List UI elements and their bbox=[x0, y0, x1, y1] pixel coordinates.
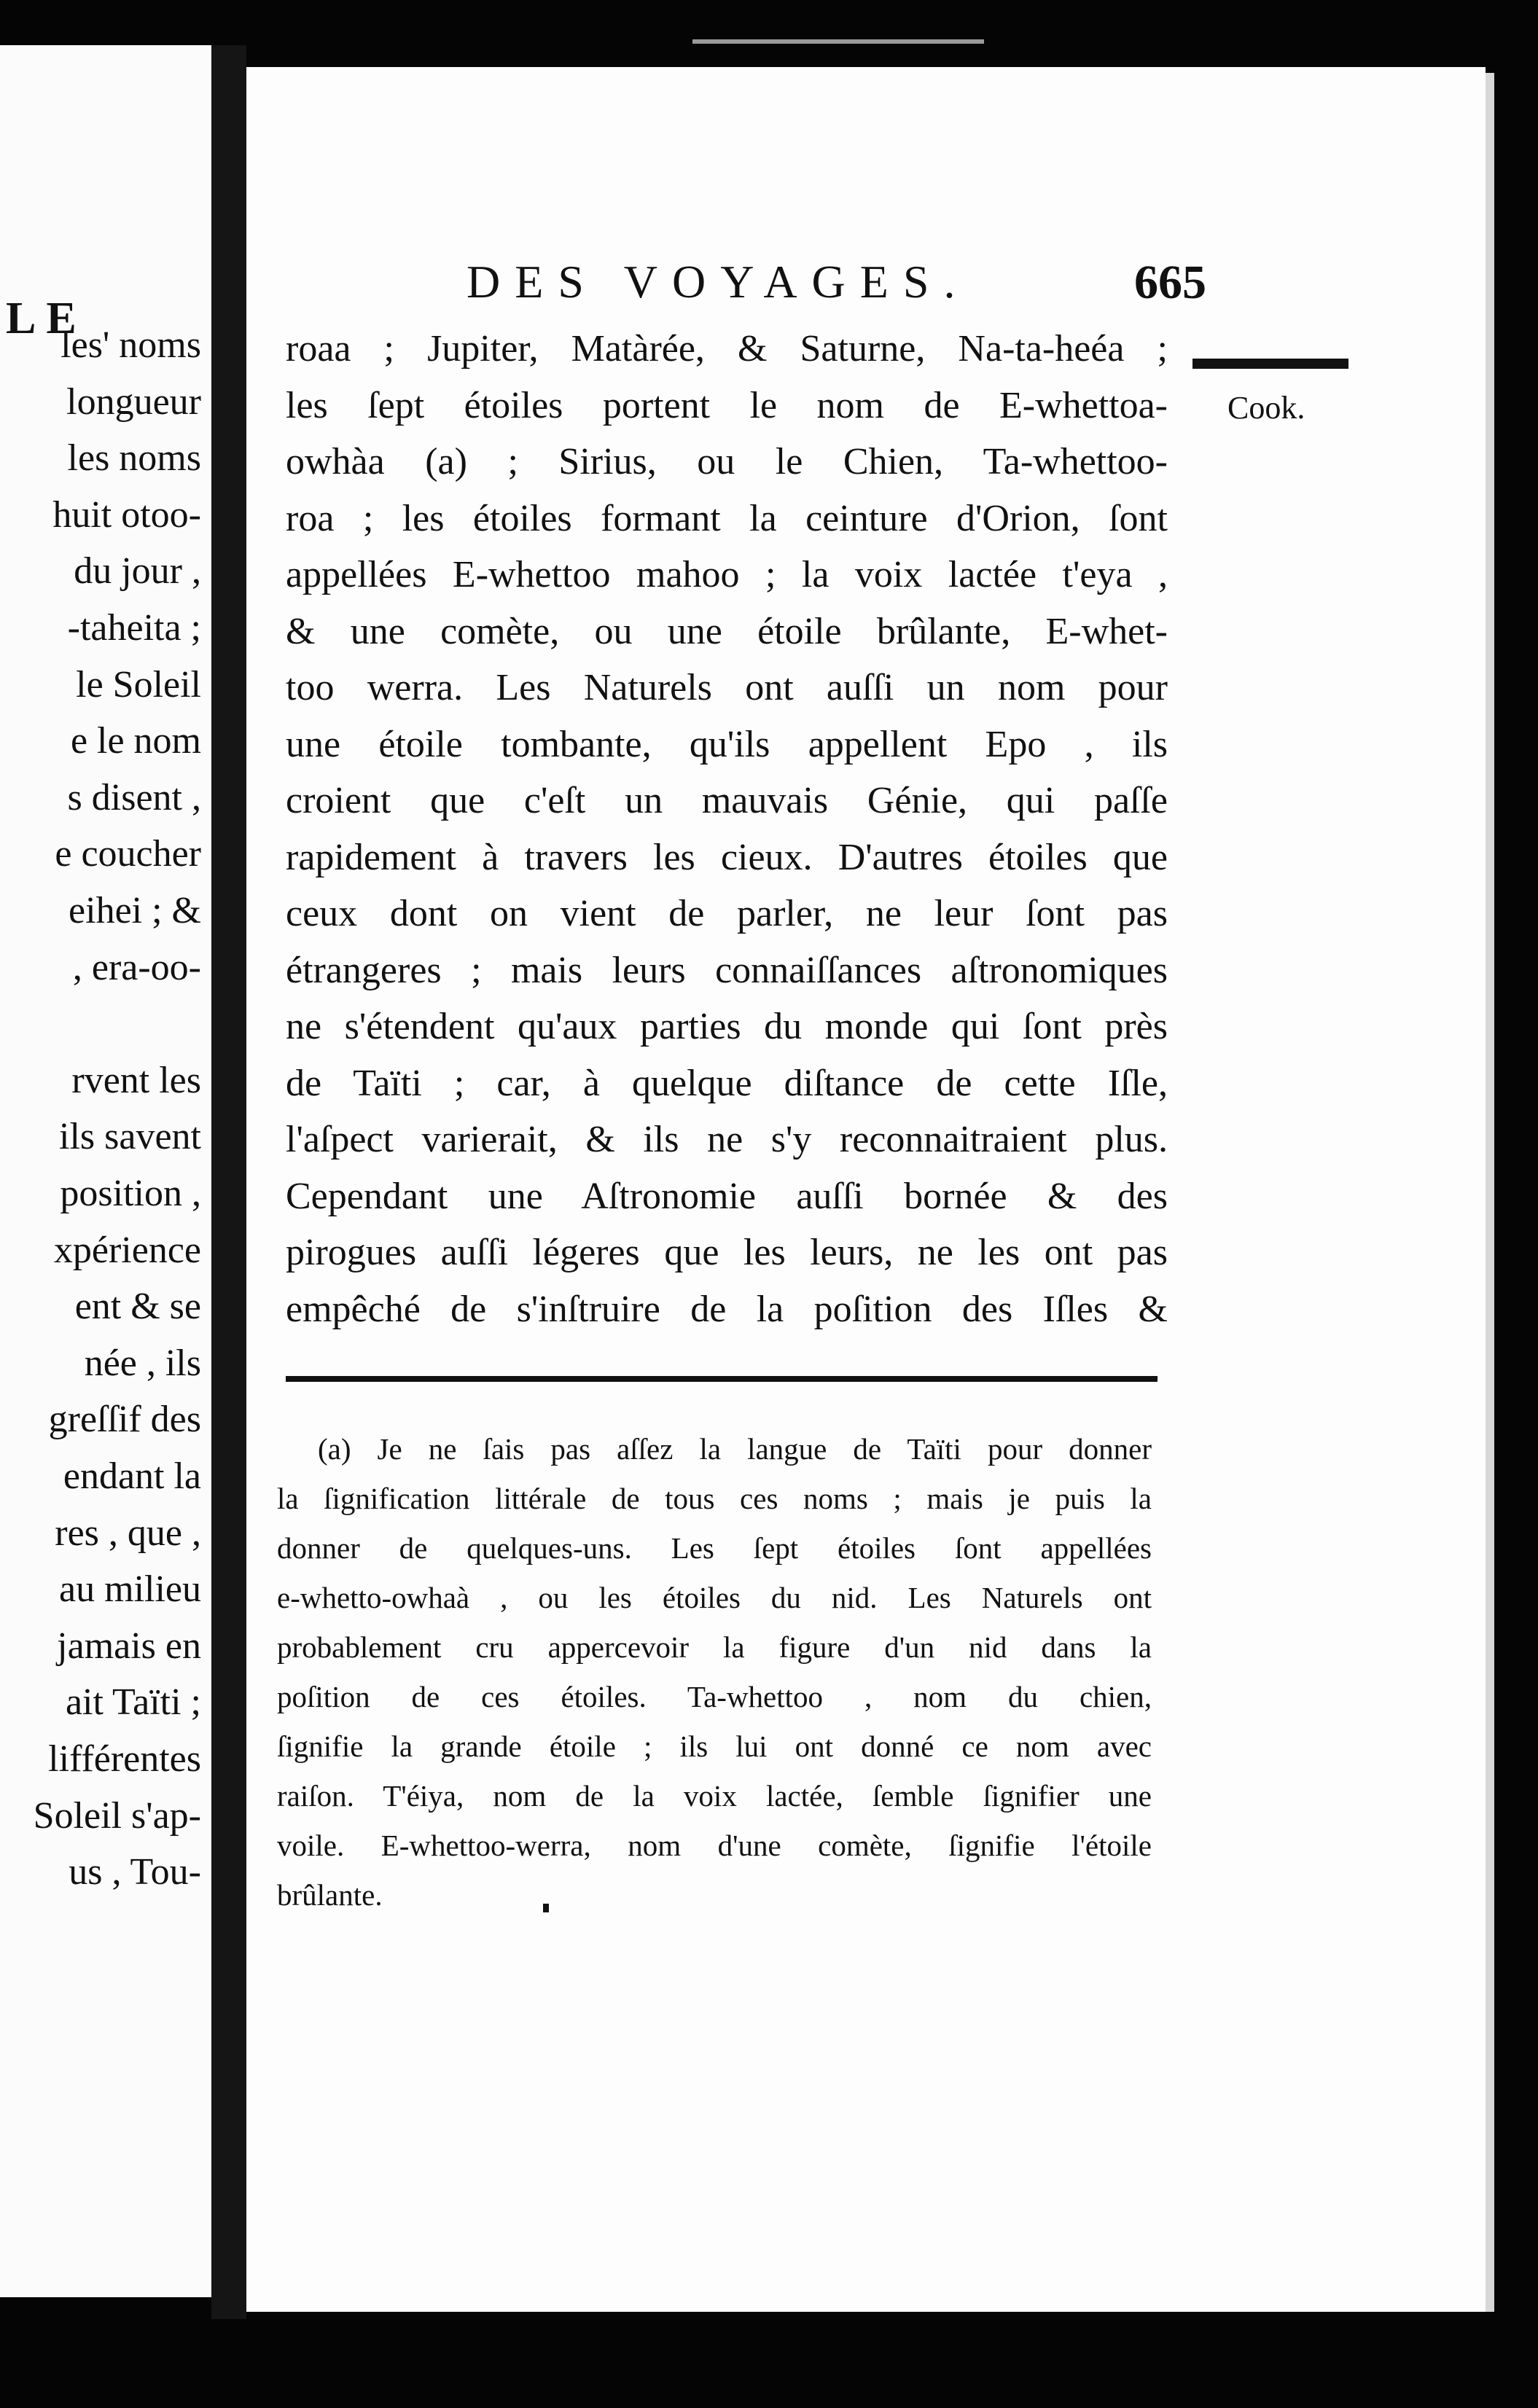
body-line: Cependant une Aſtronomie auſſi bornée & des bbox=[286, 1175, 1168, 1217]
footnote-line: (a) Je ne ſais pas aſſez la langue de Taïti pour donner bbox=[318, 1432, 1152, 1466]
left-page-line: endant la bbox=[63, 1455, 201, 1497]
left-page-line: les' noms bbox=[60, 324, 201, 366]
left-page-line: jamais en bbox=[57, 1625, 201, 1667]
left-page-line: eihei ; & bbox=[69, 890, 201, 931]
footnote-line: la ſignification littérale de tous ces noms ; mais je puis la bbox=[277, 1482, 1152, 1515]
footnote-line: donner de quelques-uns. Les ſept étoiles ſont appellées bbox=[277, 1531, 1152, 1565]
left-page-line: s disent , bbox=[67, 776, 201, 818]
left-running-head: LE bbox=[6, 294, 87, 343]
left-page-line: huit otoo- bbox=[52, 493, 201, 536]
body-line: owhàa (a) ; Sirius, ou le Chien, Ta-whettoo- bbox=[286, 441, 1168, 482]
body-text bbox=[286, 321, 1168, 1337]
left-page-line: e coucher bbox=[55, 833, 201, 875]
left-page-line: du jour , bbox=[74, 550, 201, 593]
body-line: roaa ; Jupiter, Matàrée, & Saturne, Na-ta-heéa ; bbox=[286, 328, 1168, 370]
left-page-line: xpérience bbox=[53, 1229, 201, 1271]
left-page-line: longueur bbox=[66, 380, 201, 423]
left-page bbox=[0, 45, 211, 2297]
scan-top-rule bbox=[692, 39, 984, 44]
book-gutter bbox=[211, 45, 246, 2319]
footnote-line: brûlante. bbox=[277, 1878, 383, 1912]
running-head: DES VOYAGES. bbox=[467, 256, 970, 308]
body-line: l'aſpect varierait, & ils ne s'y reconnaitraient plus. bbox=[286, 1119, 1168, 1160]
footnote-rule bbox=[286, 1376, 1158, 1382]
ink-mark bbox=[543, 1904, 549, 1912]
page-edge bbox=[1486, 73, 1494, 2312]
body-line: de Taïti ; car, à quelque diſtance de cette Iſle, bbox=[286, 1062, 1168, 1104]
footnote bbox=[277, 1424, 1152, 1920]
footnote-line: raiſon. T'éiya, nom de la voix lactée, ſemble ſignifier une bbox=[277, 1779, 1152, 1813]
body-line: les ſept étoiles portent le nom de E-whettoa- bbox=[286, 384, 1168, 426]
left-page-line: ait Taïti ; bbox=[65, 1681, 201, 1724]
left-page-line: rvent les bbox=[71, 1059, 201, 1101]
body-line: pirogues auſſi légeres que les leurs, ne les ont pas bbox=[286, 1232, 1168, 1273]
footnote-line: probablement cru appercevoir la figure d'un nid dans la bbox=[277, 1630, 1152, 1664]
left-page-line: res , que , bbox=[55, 1512, 201, 1554]
page-number: 665 bbox=[1134, 256, 1206, 309]
left-page-line: e le nom bbox=[70, 720, 201, 762]
left-page-line: le Soleil bbox=[76, 663, 201, 705]
body-line: roa ; les étoiles formant la ceinture d'Orion, ſont bbox=[286, 497, 1168, 539]
body-line: too werra. Les Naturels ont auſſi un nom pour bbox=[286, 667, 1168, 708]
left-page-line: lifférentes bbox=[48, 1738, 201, 1780]
body-line: empêché de s'inſtruire de la poſition des Iſles & bbox=[286, 1288, 1168, 1330]
left-page-line: les noms bbox=[67, 437, 201, 480]
left-page-line: , era-oo- bbox=[72, 946, 201, 988]
body-line: étrangeres ; mais leurs connaiſſances aſtronomiques bbox=[286, 949, 1168, 991]
body-line: & une comète, ou une étoile brûlante, E-whet- bbox=[286, 610, 1168, 652]
body-line: une étoile tombante, qu'ils appellent Epo , ils bbox=[286, 723, 1168, 765]
left-page-line: -taheita ; bbox=[67, 607, 201, 649]
body-line: ceux dont on vient de parler, ne leur ſont pas bbox=[286, 893, 1168, 934]
footnote-line: poſition de ces étoiles. Ta-whettoo , nom du chien, bbox=[277, 1680, 1152, 1713]
left-page-line: au milieu bbox=[59, 1568, 201, 1611]
left-page-line: greſſif des bbox=[48, 1399, 201, 1441]
footnote-line: voile. E-whettoo-werra, nom d'une comète, ſignifie l'étoile bbox=[277, 1829, 1152, 1862]
footnote-line: ſignifie la grande étoile ; ils lui ont donné ce nom avec bbox=[277, 1729, 1152, 1763]
body-line: rapidement à travers les cieux. D'autres étoiles que bbox=[286, 836, 1168, 878]
body-line: appellées E-whettoo mahoo ; la voix lactée t'eya , bbox=[286, 554, 1168, 595]
left-page-line: née , ils bbox=[84, 1342, 201, 1384]
left-page-line: us , Tou- bbox=[69, 1851, 201, 1893]
left-page-line: ils savent bbox=[59, 1116, 201, 1158]
margin-note: Cook. bbox=[1227, 390, 1305, 426]
body-line: ne s'étendent qu'aux parties du monde qui ſont près bbox=[286, 1006, 1168, 1047]
footnote-line: e-whetto-owhaà , ou les étoiles du nid. Les Naturels ont bbox=[277, 1581, 1152, 1614]
margin-rule bbox=[1192, 359, 1348, 369]
body-line: croient que c'eſt un mauvais Génie, qui paſſe bbox=[286, 780, 1168, 821]
left-page-line: position , bbox=[60, 1173, 201, 1214]
left-page-line: ent & se bbox=[74, 1286, 201, 1328]
left-page-line: Soleil s'ap- bbox=[33, 1794, 201, 1837]
